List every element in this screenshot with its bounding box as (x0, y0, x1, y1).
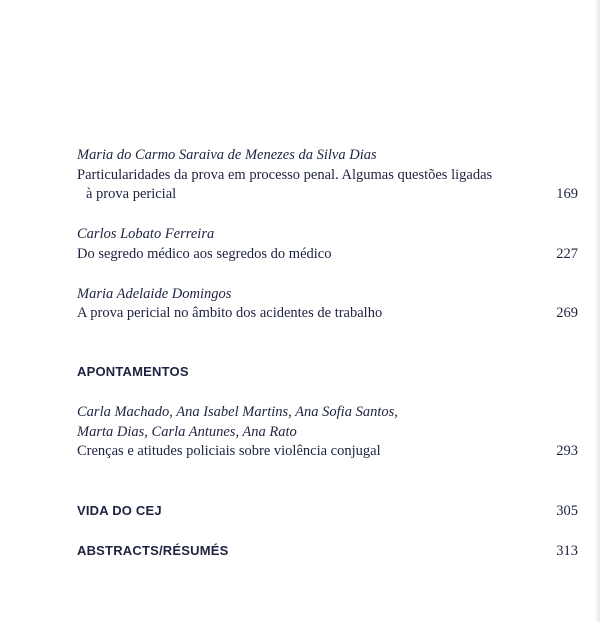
entry-author: Maria do Carmo Saraiva de Menezes da Silva Dias (77, 147, 377, 163)
entry-author: Carlos Lobato Ferreira (77, 226, 215, 242)
entry-page-number: 269 (556, 305, 578, 321)
entry-page-number: 169 (556, 186, 578, 202)
section-heading-vida-do-cej: VIDA DO CEJ (77, 503, 162, 518)
entry-page-number: 227 (556, 246, 578, 262)
entry-author: Carla Machado, Ana Isabel Martins, Ana Sofia Santos, (77, 404, 398, 420)
entry-title: Do segredo médico aos segredos do médico (77, 246, 332, 262)
section-page-number: 305 (556, 503, 578, 519)
entry-page-number: 293 (556, 443, 578, 459)
entry-title-continuation: à prova pericial (86, 186, 177, 202)
section-heading-abstracts: ABSTRACTS/RÉSUMÉS (77, 543, 229, 558)
entry-author: Maria Adelaide Domingos (77, 286, 232, 302)
entry-author-continuation: Marta Dias, Carla Antunes, Ana Rato (77, 424, 297, 440)
page-edge-shadow (594, 0, 600, 622)
entry-title: A prova pericial no âmbito dos acidentes de trabalho (77, 305, 383, 321)
entry-title: Crenças e atitudes policiais sobre violência conjugal (77, 443, 381, 459)
section-heading-apontamentos: APONTAMENTOS (77, 364, 189, 379)
section-page-number: 313 (556, 543, 578, 559)
entry-title: Particularidades da prova em processo penal. Algumas questões ligadas (77, 167, 493, 183)
